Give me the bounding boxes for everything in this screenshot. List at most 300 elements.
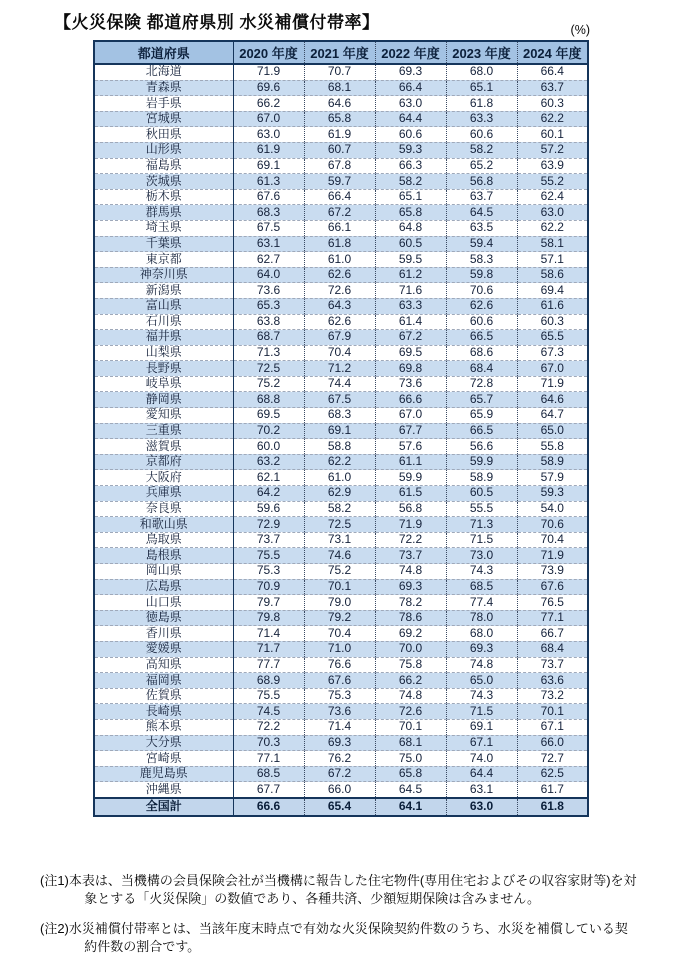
prefecture-name: 千葉県 — [94, 236, 233, 252]
total-value-2022: 64.1 — [375, 798, 446, 816]
table-row — [94, 782, 588, 798]
rate-value: 66.7 — [517, 626, 588, 642]
rate-value: 72.9 — [233, 517, 304, 533]
table-row — [94, 252, 588, 268]
rate-value: 63.7 — [446, 189, 517, 205]
footnotes — [40, 872, 640, 954]
rate-value: 58.8 — [304, 439, 375, 455]
table-row — [94, 657, 588, 673]
rate-value: 59.9 — [375, 470, 446, 486]
rate-value: 67.2 — [304, 205, 375, 221]
rate-value: 64.2 — [233, 486, 304, 502]
rate-value: 61.8 — [304, 236, 375, 252]
rate-value: 56.8 — [446, 174, 517, 190]
rate-value: 61.5 — [375, 486, 446, 502]
rate-value: 58.2 — [446, 142, 517, 158]
rate-value: 66.0 — [517, 735, 588, 751]
prefecture-name: 茨城県 — [94, 174, 233, 190]
rate-value: 71.7 — [233, 641, 304, 657]
rate-value: 66.2 — [233, 96, 304, 112]
rate-value: 72.8 — [446, 376, 517, 392]
rate-value: 64.3 — [304, 298, 375, 314]
rate-value: 77.1 — [517, 610, 588, 626]
rate-value: 67.2 — [304, 766, 375, 782]
table-row — [94, 751, 588, 767]
table-row — [94, 283, 588, 299]
rate-value: 64.5 — [375, 782, 446, 798]
rate-value: 63.1 — [446, 782, 517, 798]
rate-value: 64.5 — [446, 205, 517, 221]
rate-value: 79.7 — [233, 595, 304, 611]
rate-value: 60.6 — [375, 127, 446, 143]
rate-value: 73.2 — [517, 688, 588, 704]
prefecture-name: 埼玉県 — [94, 220, 233, 236]
rate-value: 60.1 — [517, 127, 588, 143]
rate-value: 73.6 — [304, 704, 375, 720]
rate-value: 69.6 — [233, 80, 304, 96]
prefecture-name: 宮崎県 — [94, 751, 233, 767]
rate-value: 58.9 — [517, 454, 588, 470]
table-header — [94, 41, 588, 64]
column-header-prefecture: 都道府県 — [94, 41, 233, 64]
prefecture-name: 福井県 — [94, 330, 233, 346]
prefecture-name: 北海道 — [94, 64, 233, 80]
table-row — [94, 439, 588, 455]
total-value-2023: 63.0 — [446, 798, 517, 816]
table-row — [94, 96, 588, 112]
prefecture-name: 岡山県 — [94, 564, 233, 580]
table-row — [94, 80, 588, 96]
rate-value: 69.3 — [304, 735, 375, 751]
rate-value: 68.1 — [304, 80, 375, 96]
rate-value: 65.8 — [304, 111, 375, 127]
rate-value: 61.7 — [517, 782, 588, 798]
table-row — [94, 158, 588, 174]
rate-value: 72.5 — [304, 517, 375, 533]
table-row — [94, 64, 588, 80]
rate-value: 62.2 — [304, 454, 375, 470]
prefecture-name: 群馬県 — [94, 205, 233, 221]
table-row — [94, 641, 588, 657]
rate-value: 62.6 — [446, 298, 517, 314]
rate-value: 63.0 — [375, 96, 446, 112]
prefecture-name: 福島県 — [94, 158, 233, 174]
rate-value: 63.8 — [233, 314, 304, 330]
rate-value: 57.1 — [517, 252, 588, 268]
rate-value: 66.4 — [517, 64, 588, 80]
footnote-2-text: 水災補償付帯率とは、当該年度末時点で有効な火災保険契約件数のうち、水災を補償している契約件数の割合です。 — [68, 920, 628, 954]
rate-value: 75.0 — [375, 751, 446, 767]
rate-value: 71.3 — [446, 517, 517, 533]
rate-value: 68.9 — [233, 673, 304, 689]
rate-value: 75.2 — [233, 376, 304, 392]
rate-value: 73.6 — [375, 376, 446, 392]
rate-value: 63.9 — [517, 158, 588, 174]
rate-value: 73.9 — [517, 564, 588, 580]
table-row — [94, 532, 588, 548]
prefecture-name: 佐賀県 — [94, 688, 233, 704]
rate-value: 65.2 — [446, 158, 517, 174]
rate-value: 77.4 — [446, 595, 517, 611]
prefecture-name: 大分県 — [94, 735, 233, 751]
rate-value: 64.4 — [446, 766, 517, 782]
rate-value: 72.5 — [233, 361, 304, 377]
rate-value: 59.8 — [446, 267, 517, 283]
prefecture-name: 栃木県 — [94, 189, 233, 205]
rate-value: 61.2 — [375, 267, 446, 283]
table-row — [94, 517, 588, 533]
rate-value: 71.5 — [446, 704, 517, 720]
prefecture-name: 神奈川県 — [94, 267, 233, 283]
rate-value: 68.6 — [446, 345, 517, 361]
rate-value: 61.0 — [304, 470, 375, 486]
table-row — [94, 735, 588, 751]
table-row — [94, 688, 588, 704]
header-row — [94, 41, 588, 64]
rate-value: 70.3 — [233, 735, 304, 751]
rate-value: 56.6 — [446, 439, 517, 455]
rate-value: 64.4 — [375, 111, 446, 127]
rate-value: 68.0 — [446, 64, 517, 80]
table-row — [94, 704, 588, 720]
rate-value: 63.0 — [517, 205, 588, 221]
rate-value: 62.2 — [517, 220, 588, 236]
rate-value: 74.3 — [446, 564, 517, 580]
rate-value: 74.0 — [446, 751, 517, 767]
table-row — [94, 111, 588, 127]
table-row — [94, 267, 588, 283]
prefecture-name: 岩手県 — [94, 96, 233, 112]
table-footer — [94, 798, 588, 816]
prefecture-name: 和歌山県 — [94, 517, 233, 533]
table-row — [94, 220, 588, 236]
prefecture-name: 長野県 — [94, 361, 233, 377]
rate-value: 70.9 — [233, 579, 304, 595]
rate-value: 70.1 — [517, 704, 588, 720]
table-row — [94, 392, 588, 408]
table-row — [94, 766, 588, 782]
table-row — [94, 142, 588, 158]
rate-value: 59.3 — [375, 142, 446, 158]
table-row — [94, 236, 588, 252]
rate-value: 75.5 — [233, 548, 304, 564]
prefecture-name: 滋賀県 — [94, 439, 233, 455]
table-row — [94, 330, 588, 346]
table-row — [94, 579, 588, 595]
rate-value: 66.0 — [304, 782, 375, 798]
rate-value: 71.0 — [304, 641, 375, 657]
column-header-2024: 2024 年度 — [517, 41, 588, 64]
prefecture-name: 石川県 — [94, 314, 233, 330]
rate-value: 63.0 — [233, 127, 304, 143]
rate-value: 73.0 — [446, 548, 517, 564]
rate-value: 70.4 — [304, 626, 375, 642]
rate-value: 60.5 — [375, 236, 446, 252]
rate-value: 58.6 — [517, 267, 588, 283]
total-value-2020: 66.6 — [233, 798, 304, 816]
rate-value: 65.5 — [517, 330, 588, 346]
rate-value: 61.0 — [304, 252, 375, 268]
prefecture-name: 山形県 — [94, 142, 233, 158]
rate-value: 65.1 — [446, 80, 517, 96]
rate-value: 67.1 — [517, 719, 588, 735]
rate-value: 62.1 — [233, 470, 304, 486]
prefecture-name: 福岡県 — [94, 673, 233, 689]
table-row — [94, 423, 588, 439]
rate-value: 66.4 — [375, 80, 446, 96]
rate-value: 74.8 — [446, 657, 517, 673]
rate-value: 61.1 — [375, 454, 446, 470]
rate-value: 74.3 — [446, 688, 517, 704]
prefecture-name: 富山県 — [94, 298, 233, 314]
rate-value: 67.0 — [375, 408, 446, 424]
rate-value: 61.6 — [517, 298, 588, 314]
rate-value: 74.5 — [233, 704, 304, 720]
rate-value: 61.9 — [304, 127, 375, 143]
rate-value: 59.3 — [517, 486, 588, 502]
rate-value: 69.3 — [375, 579, 446, 595]
prefecture-name: 青森県 — [94, 80, 233, 96]
table-row — [94, 376, 588, 392]
rate-value: 68.8 — [233, 392, 304, 408]
rate-value: 67.6 — [517, 579, 588, 595]
rate-value: 64.6 — [304, 96, 375, 112]
rate-value: 72.7 — [517, 751, 588, 767]
rate-value: 69.3 — [375, 64, 446, 80]
column-header-2021: 2021 年度 — [304, 41, 375, 64]
rate-value: 62.6 — [304, 267, 375, 283]
rate-value: 62.4 — [517, 189, 588, 205]
table-row — [94, 595, 588, 611]
rate-value: 61.9 — [233, 142, 304, 158]
prefecture-name: 長崎県 — [94, 704, 233, 720]
page-title: 【火災保険 都道府県別 水災補償付帯率】 — [54, 13, 380, 32]
prefecture-name: 兵庫県 — [94, 486, 233, 502]
rate-value: 67.7 — [375, 423, 446, 439]
rate-value: 69.8 — [375, 361, 446, 377]
rate-value: 65.0 — [446, 673, 517, 689]
footnote-2 — [40, 920, 640, 954]
rate-value: 60.3 — [517, 96, 588, 112]
table-row — [94, 298, 588, 314]
rate-value: 79.0 — [304, 595, 375, 611]
rate-value: 69.5 — [233, 408, 304, 424]
rate-value: 67.8 — [304, 158, 375, 174]
rate-value: 70.6 — [446, 283, 517, 299]
rate-value: 78.6 — [375, 610, 446, 626]
rate-value: 58.3 — [446, 252, 517, 268]
rate-value: 63.1 — [233, 236, 304, 252]
rate-value: 69.3 — [446, 641, 517, 657]
prefecture-name: 秋田県 — [94, 127, 233, 143]
rate-value: 71.9 — [375, 517, 446, 533]
rate-value: 65.3 — [233, 298, 304, 314]
rate-value: 67.9 — [304, 330, 375, 346]
rate-value: 73.1 — [304, 532, 375, 548]
prefecture-name: 熊本県 — [94, 719, 233, 735]
rate-value: 59.5 — [375, 252, 446, 268]
prefecture-name: 愛媛県 — [94, 641, 233, 657]
rate-value: 57.9 — [517, 470, 588, 486]
prefecture-name: 高知県 — [94, 657, 233, 673]
table-row — [94, 345, 588, 361]
prefecture-name: 山梨県 — [94, 345, 233, 361]
table-row — [94, 314, 588, 330]
rate-value: 68.0 — [446, 626, 517, 642]
prefecture-name: 島根県 — [94, 548, 233, 564]
rate-value: 70.0 — [375, 641, 446, 657]
unit-label: (%) — [570, 23, 590, 37]
rate-value: 59.7 — [304, 174, 375, 190]
rate-value: 70.4 — [517, 532, 588, 548]
rate-value: 73.7 — [233, 532, 304, 548]
table-row — [94, 486, 588, 502]
prefecture-name: 京都府 — [94, 454, 233, 470]
rate-value: 60.0 — [233, 439, 304, 455]
rate-value: 64.7 — [517, 408, 588, 424]
rate-value: 67.5 — [233, 220, 304, 236]
rate-value: 60.6 — [446, 127, 517, 143]
rate-value: 68.7 — [233, 330, 304, 346]
rate-value: 70.1 — [304, 579, 375, 595]
table-row — [94, 673, 588, 689]
total-value-2024: 61.8 — [517, 798, 588, 816]
table-row — [94, 501, 588, 517]
rate-value: 61.8 — [446, 96, 517, 112]
rate-value: 62.9 — [304, 486, 375, 502]
rate-value: 71.4 — [304, 719, 375, 735]
prefecture-name: 新潟県 — [94, 283, 233, 299]
rate-value: 75.5 — [233, 688, 304, 704]
rate-value: 73.6 — [233, 283, 304, 299]
rate-value: 59.6 — [233, 501, 304, 517]
rate-value: 62.7 — [233, 252, 304, 268]
rate-value: 63.3 — [375, 298, 446, 314]
rate-value: 74.4 — [304, 376, 375, 392]
rate-value: 65.7 — [446, 392, 517, 408]
table-row — [94, 719, 588, 735]
rate-value: 63.2 — [233, 454, 304, 470]
table-row — [94, 408, 588, 424]
rate-value: 68.4 — [446, 361, 517, 377]
prefecture-name: 宮城県 — [94, 111, 233, 127]
rate-value: 66.3 — [375, 158, 446, 174]
table-row — [94, 361, 588, 377]
rate-value: 69.1 — [304, 423, 375, 439]
rate-value: 69.5 — [375, 345, 446, 361]
rate-value: 70.7 — [304, 64, 375, 80]
rate-value: 54.0 — [517, 501, 588, 517]
rate-value: 67.6 — [304, 673, 375, 689]
prefecture-name: 岐阜県 — [94, 376, 233, 392]
rate-value: 76.6 — [304, 657, 375, 673]
rate-value: 71.9 — [517, 548, 588, 564]
table-row — [94, 189, 588, 205]
footnote-1-text: 本表は、当機構の会員保険会社が当機構に報告した住宅物件(専用住宅およびその収容家財等)を対象とする「火災保険」の数値であり、各種共済、少額短期保険は含みません。 — [68, 873, 637, 907]
rate-value: 68.5 — [233, 766, 304, 782]
rate-value: 75.8 — [375, 657, 446, 673]
rate-value: 59.4 — [446, 236, 517, 252]
rate-value: 58.2 — [304, 501, 375, 517]
rate-value: 79.8 — [233, 610, 304, 626]
rate-value: 66.1 — [304, 220, 375, 236]
total-value-2021: 65.4 — [304, 798, 375, 816]
rate-value: 64.8 — [375, 220, 446, 236]
rate-value: 74.6 — [304, 548, 375, 564]
rate-value: 74.8 — [375, 564, 446, 580]
rate-value: 69.1 — [446, 719, 517, 735]
rate-value: 67.0 — [517, 361, 588, 377]
table-row — [94, 470, 588, 486]
column-header-2023: 2023 年度 — [446, 41, 517, 64]
prefecture-name: 三重県 — [94, 423, 233, 439]
prefecture-name: 大阪府 — [94, 470, 233, 486]
rate-value: 65.0 — [517, 423, 588, 439]
rate-value: 70.6 — [517, 517, 588, 533]
column-header-2022: 2022 年度 — [375, 41, 446, 64]
table-row — [94, 454, 588, 470]
prefecture-name: 静岡県 — [94, 392, 233, 408]
prefecture-name: 鹿児島県 — [94, 766, 233, 782]
rate-value: 66.5 — [446, 330, 517, 346]
rate-value: 67.5 — [304, 392, 375, 408]
rate-value: 58.1 — [517, 236, 588, 252]
rate-value: 71.3 — [233, 345, 304, 361]
rate-value: 68.4 — [517, 641, 588, 657]
rate-value: 74.8 — [375, 688, 446, 704]
rate-value: 55.8 — [517, 439, 588, 455]
prefecture-name: 香川県 — [94, 626, 233, 642]
rate-value: 56.8 — [375, 501, 446, 517]
rate-value: 70.4 — [304, 345, 375, 361]
prefecture-name: 奈良県 — [94, 501, 233, 517]
rate-value: 60.7 — [304, 142, 375, 158]
rate-value: 60.6 — [446, 314, 517, 330]
prefecture-name: 広島県 — [94, 579, 233, 595]
footnote-1 — [40, 872, 640, 909]
prefecture-name: 沖縄県 — [94, 782, 233, 798]
table-row — [94, 174, 588, 190]
rate-value: 71.6 — [375, 283, 446, 299]
rate-value: 72.6 — [375, 704, 446, 720]
rate-value: 68.3 — [304, 408, 375, 424]
rate-value: 67.7 — [233, 782, 304, 798]
table-body — [94, 64, 588, 798]
rate-value: 66.6 — [375, 392, 446, 408]
prefecture-name: 東京都 — [94, 252, 233, 268]
rate-value: 62.5 — [517, 766, 588, 782]
rate-value: 57.6 — [375, 439, 446, 455]
rate-value: 73.7 — [375, 548, 446, 564]
rate-value: 63.3 — [446, 111, 517, 127]
column-header-2020: 2020 年度 — [233, 41, 304, 64]
total-label: 全国計 — [94, 798, 233, 816]
rate-value: 73.7 — [517, 657, 588, 673]
rate-value: 65.8 — [375, 766, 446, 782]
rate-value: 77.1 — [233, 751, 304, 767]
rate-value: 75.2 — [304, 564, 375, 580]
rate-value: 68.1 — [375, 735, 446, 751]
rate-value: 55.2 — [517, 174, 588, 190]
rate-value: 72.6 — [304, 283, 375, 299]
prefecture-name: 鳥取県 — [94, 532, 233, 548]
rate-value: 71.9 — [233, 64, 304, 80]
rate-value: 69.4 — [517, 283, 588, 299]
rate-value: 71.2 — [304, 361, 375, 377]
rate-value: 61.3 — [233, 174, 304, 190]
footnote-1-label: (注1) — [40, 873, 69, 888]
prefecture-name: 山口県 — [94, 595, 233, 611]
